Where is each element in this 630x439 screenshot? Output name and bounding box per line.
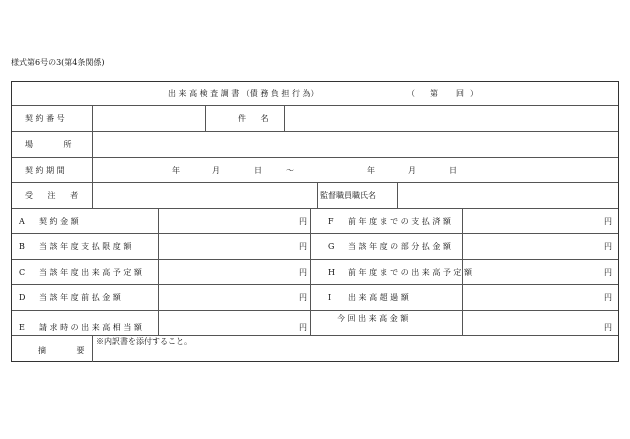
round-open: （ — [407, 89, 415, 98]
period-month2: 月 — [408, 166, 416, 175]
amount-row — [12, 311, 618, 336]
amount-label-right: 当 該 年 度 の 部 分 払 金 額 — [348, 242, 451, 251]
round-close: ） — [470, 89, 478, 98]
amount-key-left: B — [19, 242, 25, 251]
amount-unit-left: 円 — [299, 323, 307, 332]
title-row — [12, 82, 618, 106]
contractor-row — [12, 183, 618, 209]
amount-unit-right: 円 — [604, 323, 612, 332]
form-caption: 様式第6号の3(第4条関係) — [11, 58, 105, 67]
amount-unit-right: 円 — [604, 268, 612, 277]
period-month: 月 — [212, 166, 220, 175]
inspection-form — [11, 81, 619, 362]
summary-label: 摘 要 — [38, 346, 99, 355]
amount-row — [12, 260, 618, 285]
amount-label-right: 出 来 高 超 過 額 — [348, 293, 409, 302]
summary-row — [12, 336, 618, 362]
amount-label-left: 当 該 年 度 支 払 限 度 額 — [39, 242, 132, 251]
period-year: 年 — [172, 166, 180, 175]
amount-label-right: 前 年 度 ま で の 出 来 高 予 定 額 — [348, 268, 472, 277]
attachment-note: ※内訳書を添付すること。 — [96, 337, 192, 346]
amount-label-left: 当 該 年 度 前 払 金 額 — [39, 293, 121, 302]
round-unit: 回 — [456, 89, 464, 98]
period-tilde: 〜 — [286, 166, 294, 175]
amount-key-right: I — [328, 293, 332, 302]
period-year2: 年 — [367, 166, 375, 175]
amount-key-left: D — [19, 293, 26, 302]
amount-key-right: G — [328, 242, 335, 251]
amount-label-left: 当 該 年 度 出 来 高 予 定 額 — [39, 268, 142, 277]
supervisor-label: 監督職員職氏名 — [320, 191, 376, 200]
amount-key-right: F — [328, 217, 334, 226]
amount-unit-left: 円 — [299, 242, 307, 251]
form-title: 出 来 高 検 査 調 書 （債 務 負 担 行 為） — [168, 89, 319, 98]
contract-no-label: 契 約 番 号 — [25, 114, 65, 123]
amount-key-right: H — [328, 268, 335, 277]
amount-label-right: 今 回 出 来 高 金 額 — [337, 314, 409, 323]
amount-unit-right: 円 — [604, 293, 612, 302]
amount-row — [12, 209, 618, 234]
amount-unit-right: 円 — [604, 242, 612, 251]
place-label: 場 所 — [25, 140, 86, 149]
period-day: 日 — [254, 166, 262, 175]
amount-row — [12, 285, 618, 311]
period-row — [12, 158, 618, 183]
amount-label-right: 前 年 度 ま で の 支 払 済 額 — [348, 217, 451, 226]
amount-unit-right: 円 — [604, 217, 612, 226]
amount-key-left: E — [19, 323, 25, 332]
item-label: 件 名 — [238, 114, 275, 123]
amount-key-left: C — [19, 268, 26, 277]
amount-unit-left: 円 — [299, 293, 307, 302]
amount-label-left: 契 約 金 額 — [39, 217, 79, 226]
contractor-label: 受 注 者 — [25, 191, 85, 200]
amount-row — [12, 234, 618, 260]
round-label: 第 — [430, 89, 438, 98]
amount-unit-left: 円 — [299, 268, 307, 277]
period-day2: 日 — [449, 166, 457, 175]
amount-unit-left: 円 — [299, 217, 307, 226]
place-row — [12, 132, 618, 158]
amount-label-left: 請 求 時 の 出 来 高 相 当 額 — [39, 323, 142, 332]
period-label: 契 約 期 間 — [25, 166, 65, 175]
amount-key-left: A — [19, 217, 25, 226]
contract-row — [12, 106, 618, 132]
